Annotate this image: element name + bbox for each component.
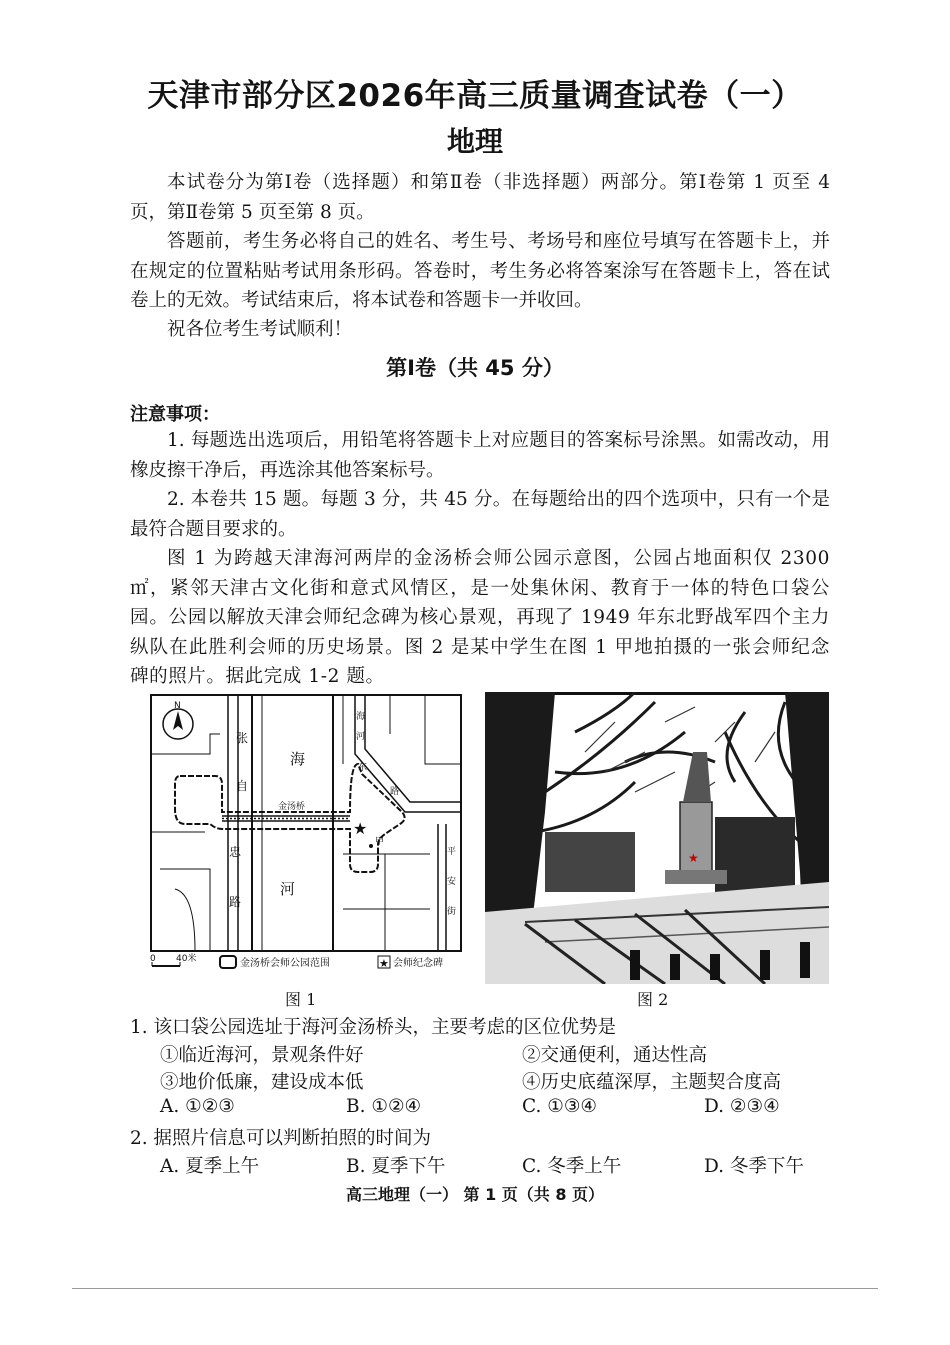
legend-park-label: 金汤桥会师公园范围 <box>240 958 330 969</box>
road-label: 忠 <box>229 845 242 859</box>
map-svg <box>150 694 462 984</box>
figure-2-caption: 图 2 <box>637 990 669 1009</box>
scale-length: 40米 <box>176 954 197 964</box>
q2-option-c[interactable]: C. 冬季上午 <box>522 1156 622 1177</box>
intro-paragraph-2: 答题前，考生务必将自己的姓名、考生号、考场号和座位号填写在答题卡上，并在规定的位置粘贴考试用条形码。答卷时，考生务必将答案涂写在答题卡上，答在试卷上的无效。考试结束后，将本试卷和答题卡一并收回。 <box>130 231 830 311</box>
notice-heading: 注意事项： <box>130 404 220 425</box>
road-label: 东 <box>358 763 368 773</box>
road-label: 张 <box>236 731 249 745</box>
exam-subject: 地理 <box>446 125 503 158</box>
legend-park-icon <box>220 956 236 968</box>
river-label-bottom: 河 <box>280 880 296 898</box>
legend-monument-label: 会师纪念碑 <box>393 958 443 969</box>
road-label: 路 <box>229 895 242 909</box>
svg-text:★: ★ <box>688 851 699 865</box>
notice-item-1: 1. 每题选出选项后，用铅笔将答题卡上对应题目的答案标号涂黑。如需改动，用橡皮擦干净后，再选涂其他答案标号。 <box>130 430 830 481</box>
q2-option-a[interactable]: A. 夏季上午 <box>160 1156 260 1177</box>
figure-1-map <box>150 694 462 984</box>
road-label: 街 <box>447 907 457 917</box>
point-jia-label: 甲 <box>375 837 385 847</box>
q1-option-c[interactable]: C. ①③④ <box>522 1096 598 1117</box>
photo-svg <box>485 692 829 984</box>
intro-paragraph-3: 祝各位考生考试顺利！ <box>167 319 353 340</box>
monument-star-icon: ★ <box>353 819 368 838</box>
q1-item-1: ①临近海河，景观条件好 <box>160 1045 364 1066</box>
q2-option-b[interactable]: B. 夏季下午 <box>346 1156 446 1177</box>
page-footer: 高三地理（一） 第 1 页（共 8 页） <box>345 1185 605 1204</box>
road-label: 路 <box>390 787 400 797</box>
q1-item-4: ④历史底蕴深厚，主题契合度高 <box>522 1072 782 1093</box>
q1-item-2: ②交通便利，通达性高 <box>522 1045 708 1066</box>
point-jia-marker <box>369 844 373 848</box>
figure-2-photo <box>485 692 829 984</box>
road-label: 自 <box>236 779 249 793</box>
figure-1-caption: 图 1 <box>285 990 317 1009</box>
q2-option-d[interactable]: D. 冬季下午 <box>704 1156 804 1177</box>
q1-option-a[interactable]: A. ①②③ <box>160 1096 235 1117</box>
q1-option-d[interactable]: D. ②③④ <box>704 1096 780 1117</box>
q1-item-3: ③地价低廉，建设成本低 <box>160 1072 364 1093</box>
road-label: 安 <box>447 877 457 887</box>
notice-item-2: 2. 本卷共 15 题。每题 3 分，共 45 分。在每题给出的四个选项中，只有一个是最符合题目要求的。 <box>130 489 830 540</box>
svg-text:★: ★ <box>379 957 389 970</box>
section-title: 第Ⅰ卷（共 45 分） <box>386 356 564 380</box>
river-label-top: 海 <box>290 750 306 768</box>
question-1-stem: 1. 该口袋公园选址于海河金汤桥头，主要考虑的区位优势是 <box>130 1017 617 1038</box>
intro-paragraph-1: 本试卷分为第Ⅰ卷（选择题）和第Ⅱ卷（非选择题）两部分。第Ⅰ卷第 1 页至 4 页，第Ⅱ卷第 5 页至第 8 页。 <box>130 172 830 223</box>
scale-zero: 0 <box>150 954 156 964</box>
question-2-stem: 2. 据照片信息可以判断拍照的时间为 <box>130 1128 432 1149</box>
question-stem-material: 图 1 为跨越天津海河两岸的金汤桥会师公园示意图，公园占地面积仅 2300㎡，紧邻天津古文化街和意式风情区，是一处集休闲、教育于一体的特色口袋公园。公园以解放天津会师纪念碑为核心景观，再现了 1949 年东北野战军四个主力纵队在此胜利会师的历史场景。图 2 是某中学生在图 1 甲地拍摄的一张会师纪念碑的照片。据此完成 1-2 题。 <box>130 548 830 687</box>
road-label: 河 <box>356 732 366 742</box>
bridge-label: 金汤桥 <box>278 802 306 812</box>
q1-option-b[interactable]: B. ①②④ <box>346 1096 422 1117</box>
north-label: N <box>174 701 181 711</box>
road-label: 平 <box>447 847 457 857</box>
road-label: 海 <box>356 712 366 722</box>
exam-title: 天津市部分区2026年高三质量调查试卷（一） <box>147 78 803 114</box>
bottom-divider <box>72 1288 878 1289</box>
